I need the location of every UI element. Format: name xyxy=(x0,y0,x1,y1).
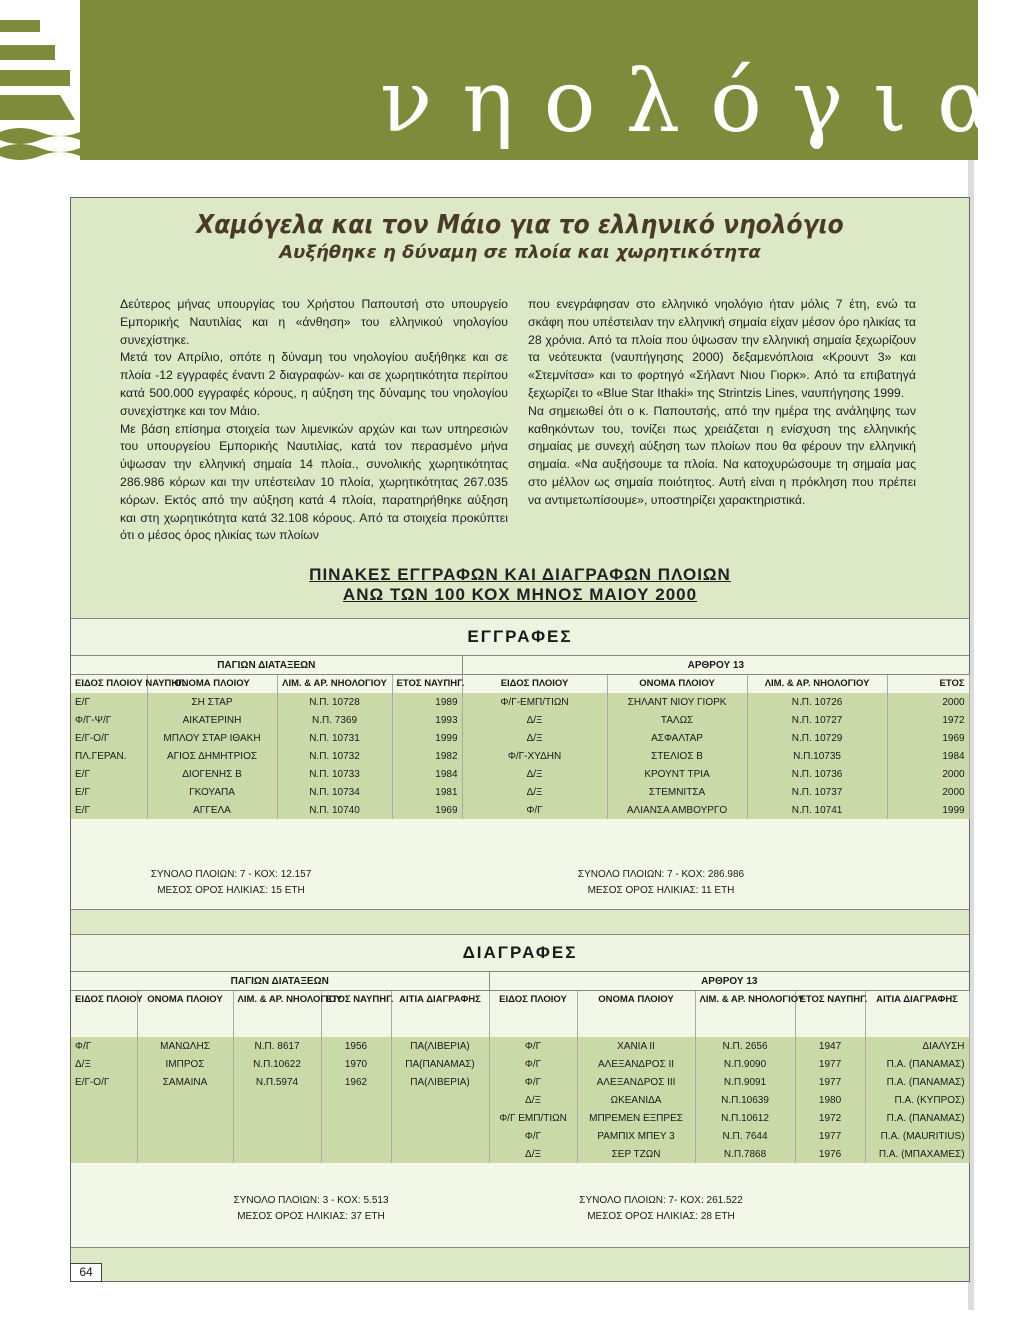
table-cell: Ν.Π.10639 xyxy=(695,1091,795,1109)
table-cell: Ν.Π.9091 xyxy=(695,1073,795,1091)
totals-right xyxy=(541,867,781,899)
paragraph: Να σημειωθεί ότι ο κ. Παπουτσής, από την ημέρα της ανάληψης των καθηκόντων του, τονίζει πως χρειάζεται η ενίσχυση της ελληνικής σημαίας με συνεχή αύξηση των πλοίων που θα φέρουν την ελληνική σημαία. «Να αυξήσουμε τα πλοία. Να κατοχυρώσουμε τη σημαία μας στο μέλλον ως σημαία ποιότητος. Αυτή είναι η πρόκληση που πρέπει να αντιμετωπίσουμε», υποστηρίζει χαρακτηριστικά. xyxy=(528,403,916,507)
table-cell xyxy=(233,1091,321,1109)
tables-title-line: ΑΝΩ ΤΩΝ 100 ΚΟΧ ΜΗΝΟΣ ΜΑΙΟΥ 2000 xyxy=(342,585,698,604)
table-cell xyxy=(71,1091,137,1109)
table-row xyxy=(71,1145,969,1163)
table-cell: 1982 xyxy=(392,747,462,765)
table-cell: 1962 xyxy=(321,1073,391,1091)
group-label: ΑΡΘΡΟΥ 13 xyxy=(462,656,969,675)
tables-title xyxy=(70,565,970,605)
table-cell: Ν.Π. 10729 xyxy=(747,729,887,747)
column-header: ΛΙΜ. & ΑΡ. ΝΗΟΛΟΓΙΟΥ xyxy=(747,675,887,694)
totals-left xyxy=(191,1193,431,1225)
table-cell: Φ/Γ-ΧΥΔΗΝ xyxy=(462,747,607,765)
column-header: ΛΙΜ. & ΑΡ. ΝΗΟΛΟΓΙΟΥ xyxy=(233,991,321,1038)
table-row xyxy=(71,765,969,783)
column-header: ΕΙΔΟΣ ΠΛΟΙΟΥ xyxy=(71,991,137,1038)
table-cell: Φ/Γ xyxy=(489,1073,577,1091)
column-header: ΟΝΟΜΑ ΠΛΟΙΟΥ xyxy=(147,675,277,694)
group-header-row xyxy=(71,972,969,991)
group-label: ΠΑΓΙΩΝ ΔΙΑΤΑΞΕΩΝ xyxy=(71,656,462,675)
table-cell: ΑΛΕΞΑΝΔΡΟΣ ΙΙ xyxy=(577,1055,695,1073)
column-header: ΕΙΔΟΣ ΠΛΟΙΟΥ ΝΑΥΠΗΓ. xyxy=(71,675,147,694)
table-cell: 2000 xyxy=(887,765,969,783)
table-cell: ΑΙΚΑΤΕΡΙΝΗ xyxy=(147,711,277,729)
column-header-row xyxy=(71,991,969,1038)
table-cell: Ν.Π. 2656 xyxy=(695,1037,795,1055)
registrations-table xyxy=(71,656,970,819)
table-cell xyxy=(137,1145,233,1163)
table-cell: ΜΑΝΩΛΗΣ xyxy=(137,1037,233,1055)
table-cell: Φ/Γ-Ψ/Γ xyxy=(71,711,147,729)
table-cell: Ε/Γ xyxy=(71,783,147,801)
column-header: ΕΙΔΟΣ ΠΛΟΙΟΥ xyxy=(489,991,577,1038)
table-cell: Ν.Π.10735 xyxy=(747,747,887,765)
group-label: ΠΑΓΙΩΝ ΔΙΑΤΑΞΕΩΝ xyxy=(71,972,489,991)
column-header: ΛΙΜ. & ΑΡ. ΝΗΟΛΟΓΙΟΥ xyxy=(277,675,392,694)
deletions-panel xyxy=(71,934,969,1248)
average-age: ΜΕΣΟΣ ΟΡΟΣ ΗΛΙΚΙΑΣ: 28 ΕΤΗ xyxy=(587,1211,735,1222)
table-cell: Π.Α. (ΚΥΠΡΟΣ) xyxy=(865,1091,969,1109)
group-label: ΑΡΘΡΟΥ 13 xyxy=(489,972,969,991)
table-cell: Φ/Γ xyxy=(71,1037,137,1055)
table-cell: ΠΑ(ΛΙΒΕΡΙΑ) xyxy=(391,1073,489,1091)
table-cell: 1977 xyxy=(795,1127,865,1145)
table-row xyxy=(71,747,969,765)
table-cell: Ν.Π. 10741 xyxy=(747,801,887,819)
deletions-title: ΔΙΑΓΡΑΦΕΣ xyxy=(71,935,969,972)
table-cell xyxy=(321,1091,391,1109)
table-cell xyxy=(391,1091,489,1109)
table-cell: 1956 xyxy=(321,1037,391,1055)
table-cell: 1981 xyxy=(392,783,462,801)
table-cell: Π.Α. (MAURITIUS) xyxy=(865,1127,969,1145)
deletions-table xyxy=(71,972,970,1163)
table-cell: 1984 xyxy=(887,747,969,765)
paragraph: Μετά τον Απρίλιο, οπότε η δύναμη του νηολογίου αυξήθηκε και σε πλοία -12 εγγραφές έναντι 2 διαγραφών- και σε χωρητικότητα περίπου κατά 500.000 εγγραφές κόρους, η αύξηση της δύναμης του νηολογίου συνεχίστηκε και τον Μάιο. xyxy=(120,350,508,418)
column-header: ΑΙΤΙΑ ΔΙΑΓΡΑΦΗΣ xyxy=(865,991,969,1038)
column-header-row xyxy=(71,675,969,694)
table-cell: Ν.Π.9090 xyxy=(695,1055,795,1073)
table-cell: ΑΓΙΟΣ ΔΗΜΗΤΡΙΟΣ xyxy=(147,747,277,765)
total-ships: ΣΥΝΟΛΟ ΠΛΟΙΩΝ: 7 - ΚΟΧ: 12.157 xyxy=(150,869,312,880)
table-cell: Δ/Ξ xyxy=(489,1091,577,1109)
ship-logo-icon xyxy=(0,0,80,160)
table-cell xyxy=(137,1109,233,1127)
table-cell: Ν.Π.10622 xyxy=(233,1055,321,1073)
column-header: ΕΤΟΣ ΝΑΥΠΗΓ. xyxy=(795,991,865,1038)
total-ships: ΣΥΝΟΛΟ ΠΛΟΙΩΝ: 3 - ΚΟΧ: 5.513 xyxy=(233,1195,389,1206)
table-row xyxy=(71,1055,969,1073)
table-cell: 1980 xyxy=(795,1091,865,1109)
table-cell: ΣΤΕΛΙΟΣ Β xyxy=(607,747,747,765)
table-cell: ΙΜΠΡΟΣ xyxy=(137,1055,233,1073)
table-cell: Δ/Ξ xyxy=(489,1145,577,1163)
article-column-right xyxy=(528,296,916,510)
table-cell: ΜΠΛΟΥ ΣΤΑΡ ΙΘΑΚΗ xyxy=(147,729,277,747)
column-header: ΕΤΟΣ xyxy=(887,675,969,694)
table-cell: Ε/Γ xyxy=(71,765,147,783)
table-cell: Ν.Π. 10726 xyxy=(747,693,887,711)
table-cell: 1972 xyxy=(887,711,969,729)
table-cell: Ν.Π. 10732 xyxy=(277,747,392,765)
table-cell: ΔΙΑΛΥΣΗ xyxy=(865,1037,969,1055)
article-column-left xyxy=(120,296,508,545)
table-row xyxy=(71,1037,969,1055)
table-cell: Ν.Π. 7644 xyxy=(695,1127,795,1145)
table-cell: ΠΑ(ΠΑΝΑΜΑΣ) xyxy=(391,1055,489,1073)
section-title: νηολόγια xyxy=(380,52,1025,152)
table-cell: Ν.Π.7868 xyxy=(695,1145,795,1163)
table-cell xyxy=(391,1109,489,1127)
totals-right xyxy=(541,1193,781,1225)
registrations-panel xyxy=(71,618,969,910)
table-cell: ΣΕΡ ΤΖΩΝ xyxy=(577,1145,695,1163)
table-cell: Φ/Γ xyxy=(489,1127,577,1145)
table-cell: ΑΛΕΞΑΝΔΡΟΣ ΙΙΙ xyxy=(577,1073,695,1091)
table-cell: ΑΣΦΑΛΤΑΡ xyxy=(607,729,747,747)
table-cell: Φ/Γ xyxy=(462,801,607,819)
table-cell xyxy=(71,1127,137,1145)
table-cell: ΑΛΙΑΝΣΑ ΑΜΒΟΥΡΓΟ xyxy=(607,801,747,819)
total-ships: ΣΥΝΟΛΟ ΠΛΟΙΩΝ: 7 - ΚΟΧ: 286.986 xyxy=(577,869,745,880)
table-cell: Δ/Ξ xyxy=(71,1055,137,1073)
table-cell: ΠΛ.ΓΕΡΑΝ. xyxy=(71,747,147,765)
table-cell: Π.Α. (ΠΑΝΑΜΑΣ) xyxy=(865,1055,969,1073)
table-cell: 1969 xyxy=(392,801,462,819)
table-cell: ΜΠΡΕΜΕΝ ΕΞΠΡΕΣ xyxy=(577,1109,695,1127)
table-cell: 1976 xyxy=(795,1145,865,1163)
paragraph: που ενεγράφησαν στο ελληνικό νηολόγιο ήταν μόλις 7 έτη, ενώ τα σκάφη που υπέστειλαν την ελληνική σημαία είχαν μέσον όρο ηλικίας τα 28 χρόνια. Από τα πλοία που ύψωσαν την ελληνική σημαία ξεχωρίζουν τα νεότευκτα (ναυπήγησης 2000) δεξαμενόπλοια «Κρουντ 3» και «Στεμνίτσα» και το φορτηγό «Σήλαντ Νιου Γιορκ». Από τα επιβατηγά ξεχωρίζει το «Blue Star Ithaki» της Strintzis Lines, ναυπήγησης 1999. xyxy=(528,297,916,400)
column-header: ΕΙΔΟΣ ΠΛΟΙΟΥ xyxy=(462,675,607,694)
table-row xyxy=(71,693,969,711)
table-cell: ΩΚΕΑΝΙΔΑ xyxy=(577,1091,695,1109)
table-cell: Ν.Π. 10736 xyxy=(747,765,887,783)
header-banner xyxy=(0,0,1025,160)
paragraph: Δεύτερος μήνας υπουργίας του Χρήστου Παπουτσή στο υπουργείο Εμπορικής Ναυτιλίας και η «άνθηση» του ελληνικού νηολογίου συνεχίστηκε. xyxy=(120,297,508,347)
table-cell: 1984 xyxy=(392,765,462,783)
registrations-title: ΕΓΓΡΑΦΕΣ xyxy=(71,619,969,656)
table-cell xyxy=(233,1127,321,1145)
table-cell: Δ/Ξ xyxy=(462,711,607,729)
page-number: 64 xyxy=(70,1263,102,1282)
table-cell: ΔΙΟΓΕΝΗΣ Β xyxy=(147,765,277,783)
table-cell: Ν.Π. 8617 xyxy=(233,1037,321,1055)
table-cell: Ν.Π. 10728 xyxy=(277,693,392,711)
table-cell xyxy=(391,1127,489,1145)
table-cell: 1977 xyxy=(795,1055,865,1073)
table-cell: 1999 xyxy=(887,801,969,819)
column-header: ΟΝΟΜΑ ΠΛΟΙΟΥ xyxy=(577,991,695,1038)
table-cell: ΣΗ ΣΤΑΡ xyxy=(147,693,277,711)
table-cell xyxy=(233,1145,321,1163)
article-headline: Χαμόγελα και τον Μάιο για το ελληνικό νηολόγιο xyxy=(196,210,844,240)
table-cell: ΧΑΝΙΑ ΙΙ xyxy=(577,1037,695,1055)
table-cell: 1972 xyxy=(795,1109,865,1127)
table-row xyxy=(71,801,969,819)
table-cell: Π.Α. (ΜΠΑΧΑΜΕΣ) xyxy=(865,1145,969,1163)
table-cell: Ν.Π. 10737 xyxy=(747,783,887,801)
table-row xyxy=(71,783,969,801)
table-cell: 1947 xyxy=(795,1037,865,1055)
table-cell: Ν.Π. 10731 xyxy=(277,729,392,747)
average-age: ΜΕΣΟΣ ΟΡΟΣ ΗΛΙΚΙΑΣ: 11 ΕΤΗ xyxy=(587,885,735,896)
registrations-body xyxy=(71,693,969,819)
table-cell: 1999 xyxy=(392,729,462,747)
table-cell xyxy=(321,1127,391,1145)
table-cell xyxy=(71,1145,137,1163)
table-cell xyxy=(71,1109,137,1127)
average-age: ΜΕΣΟΣ ΟΡΟΣ ΗΛΙΚΙΑΣ: 37 ΕΤΗ xyxy=(237,1211,385,1222)
table-row xyxy=(71,1109,969,1127)
table-cell xyxy=(137,1127,233,1145)
table-cell: Π.Α. (ΠΑΝΑΜΑΣ) xyxy=(865,1073,969,1091)
table-cell: Ν.Π. 10740 xyxy=(277,801,392,819)
total-ships: ΣΥΝΟΛΟ ΠΛΟΙΩΝ: 7- ΚΟΧ: 261.522 xyxy=(579,1195,743,1206)
paragraph: Με βάση επίσημα στοιχεία των λιμενικών αρχών και των υπηρεσιών του υπουργείου Εμπορικής Ναυτιλίας, κατά τον περασμένο μήνα ύψωσαν την ελληνική σημαία 14 πλοία., συνολικής χωρητικότητας 286.986 κόρων και την υπέστειλαν 10 πλοία, χωρητικότητας 267.035 κόρων. Εκτός από την αύξηση κατά 4 πλοία, παρατηρήθηκε αύξηση και στη χωρητικότητα κατά 32.108 κόρους. Από τα στοιχεία προκύπτει ότι ο μέσος όρος ηλικίας των πλοίων xyxy=(120,421,508,543)
table-cell: Ν.Π. 7369 xyxy=(277,711,392,729)
table-cell xyxy=(321,1145,391,1163)
table-cell: Ν.Π.5974 xyxy=(233,1073,321,1091)
table-cell: 1989 xyxy=(392,693,462,711)
table-cell: 1977 xyxy=(795,1073,865,1091)
table-cell: 1969 xyxy=(887,729,969,747)
table-cell: Ν.Π.10612 xyxy=(695,1109,795,1127)
table-cell: ΣΗΛΑΝΤ ΝΙΟΥ ΓΙΟΡΚ xyxy=(607,693,747,711)
deletions-body xyxy=(71,1037,969,1163)
table-cell: Φ/Γ-ΕΜΠ/ΤΙΩΝ xyxy=(462,693,607,711)
table-cell xyxy=(391,1145,489,1163)
table-cell: 1970 xyxy=(321,1055,391,1073)
table-cell: 2000 xyxy=(887,783,969,801)
table-cell: ΡΑΜΠΙΧ ΜΠΕΥ 3 xyxy=(577,1127,695,1145)
table-cell: Ε/Γ-Ο/Γ xyxy=(71,729,147,747)
column-header: ΕΤΟΣ ΝΑΥΠΗΓ. xyxy=(321,991,391,1038)
table-cell: 1993 xyxy=(392,711,462,729)
table-cell: ΑΓΓΕΛΑ xyxy=(147,801,277,819)
table-cell: Φ/Γ xyxy=(489,1037,577,1055)
table-cell: Ν.Π. 10727 xyxy=(747,711,887,729)
table-cell: Φ/Γ ΕΜΠ/ΤΙΩΝ xyxy=(489,1109,577,1127)
table-cell: Δ/Ξ xyxy=(462,729,607,747)
column-header: ΕΤΟΣ ΝΑΥΠΗΓ. xyxy=(392,675,462,694)
table-cell xyxy=(321,1109,391,1127)
table-cell: Ν.Π. 10733 xyxy=(277,765,392,783)
totals-left xyxy=(111,867,351,899)
table-cell: Π.Α. (ΠΑΝΑΜΑΣ) xyxy=(865,1109,969,1127)
table-cell: ΤΑΛΩΣ xyxy=(607,711,747,729)
table-row xyxy=(71,1127,969,1145)
table-cell: Δ/Ξ xyxy=(462,765,607,783)
table-cell xyxy=(233,1109,321,1127)
table-row xyxy=(71,1091,969,1109)
table-cell: ΓΚΟΥΑΠΑ xyxy=(147,783,277,801)
average-age: ΜΕΣΟΣ ΟΡΟΣ ΗΛΙΚΙΑΣ: 15 ΕΤΗ xyxy=(157,885,305,896)
table-cell: ΚΡΟΥΝΤ ΤΡΙΑ xyxy=(607,765,747,783)
column-header: ΟΝΟΜΑ ΠΛΟΙΟΥ xyxy=(607,675,747,694)
table-cell: 2000 xyxy=(887,693,969,711)
table-cell: ΠΑ(ΛΙΒΕΡΙΑ) xyxy=(391,1037,489,1055)
table-cell: Ε/Γ xyxy=(71,693,147,711)
table-cell: Ε/Γ-Ο/Γ xyxy=(71,1073,137,1091)
table-cell: ΣΑΜΑΙΝΑ xyxy=(137,1073,233,1091)
table-row xyxy=(71,1073,969,1091)
column-header: ΟΝΟΜΑ ΠΛΟΙΟΥ xyxy=(137,991,233,1038)
table-row xyxy=(71,711,969,729)
table-cell: Δ/Ξ xyxy=(462,783,607,801)
column-header: ΑΙΤΙΑ ΔΙΑΓΡΑΦΗΣ xyxy=(391,991,489,1038)
column-header: ΛΙΜ. & ΑΡ. ΝΗΟΛΟΓΙΟΥ xyxy=(695,991,795,1038)
table-cell: Ν.Π. 10734 xyxy=(277,783,392,801)
table-cell: Φ/Γ xyxy=(489,1055,577,1073)
table-cell: Ε/Γ xyxy=(71,801,147,819)
group-header-row xyxy=(71,656,969,675)
table-row xyxy=(71,729,969,747)
table-cell: ΣΤΕΜΝΙΤΣΑ xyxy=(607,783,747,801)
tables-title-line: ΠΙΝΑΚΕΣ ΕΓΓΡΑΦΩΝ ΚΑΙ ΔΙΑΓΡΑΦΩΝ ΠΛΟΙΩΝ xyxy=(309,565,731,584)
article-subheadline: Αυξήθηκε η δύναμη σε πλοία και χωρητικότητα xyxy=(279,242,761,263)
table-cell xyxy=(137,1091,233,1109)
